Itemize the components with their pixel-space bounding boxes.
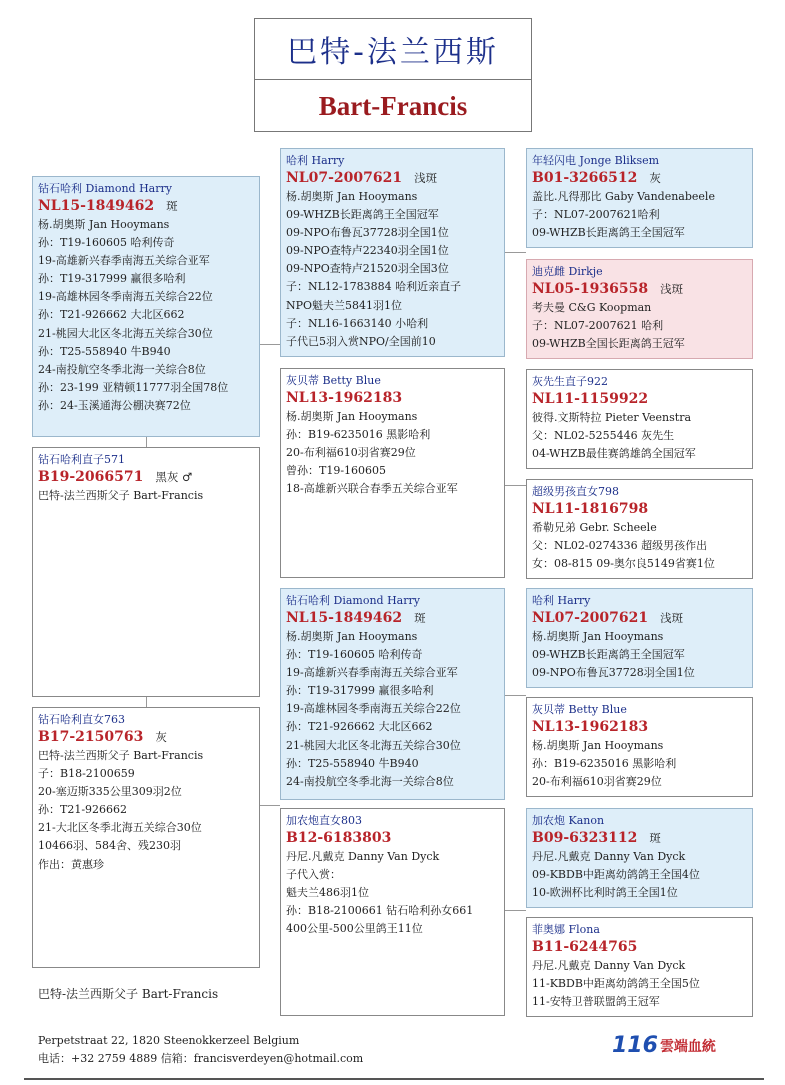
ring-number: B01-3266512 xyxy=(532,170,638,186)
pigeon-color: 斑 xyxy=(414,611,426,625)
info-line: 19-高雄林园冬季南海五关综合22位 xyxy=(38,290,213,304)
logo-text: 雲端血統 xyxy=(659,1039,716,1055)
info-line: 09-WHZB长距离鸽王全国冠军 xyxy=(286,208,439,222)
title-box xyxy=(254,18,532,132)
dam-card[interactable] xyxy=(32,707,260,968)
pigeon-color: 灰 xyxy=(649,171,661,185)
info-line: 09-WHZB长距离鸽王全国冠军 xyxy=(532,648,685,662)
info-line: 10-欧洲杯比利时鸽王全国1位 xyxy=(532,886,678,900)
ring-number: B11-6244765 xyxy=(532,939,638,955)
info-line: 子代入赏： xyxy=(286,868,341,882)
pigeon-color: 浅斑 xyxy=(414,171,438,185)
dam-dam-dam-card[interactable] xyxy=(526,917,753,1017)
info-line: 杨.胡奥斯 Jan Hooymans xyxy=(38,218,170,231)
info-line: 24-南投航空冬季北海一关综合8位 xyxy=(38,362,206,376)
info-line: 子：NL16-1663140 小哈利 xyxy=(286,316,429,330)
info-line: 21-桃园大北区冬北海五关综合30位 xyxy=(286,738,461,752)
pigeon-name: 钻石哈利直子571 xyxy=(38,453,125,466)
info-line: 女：08-815 09-奥尔良5149省赛1位 xyxy=(532,557,715,571)
info-line: 希勒兄弟 Gebr. Scheele xyxy=(532,521,657,534)
dam-sire-sire-card[interactable] xyxy=(526,588,753,688)
info-line: 孙：B18-2100661 钻石哈利孙女661 xyxy=(286,904,474,918)
dam-sire-card[interactable] xyxy=(280,588,505,800)
ring-number: NL11-1159922 xyxy=(532,391,649,407)
connector-line xyxy=(146,436,147,447)
info-line: 19-高雄新兴春季南海五关综合亚军 xyxy=(286,666,458,680)
ring-number: NL07-2007621 xyxy=(286,170,403,186)
info-line: 巴特-法兰西斯父子 Bart-Francis xyxy=(38,749,204,762)
connector-line xyxy=(259,344,280,345)
owner-address: Perpetstraat 22, 1820 Steenokkerzeel Belgium xyxy=(38,1034,300,1047)
pigeon-name: 灰贝蒂 Betty Blue xyxy=(532,703,627,716)
sire-sire-sire-card[interactable] xyxy=(526,148,753,248)
info-line: 彼得.文斯特拉 Pieter Veenstra xyxy=(532,411,692,424)
info-line: 盖比.凡得那比 Gaby Vandenabeele xyxy=(532,190,715,203)
info-line: NPO魁夫兰5841羽1位 xyxy=(286,298,403,312)
connector-line xyxy=(259,805,280,806)
connector-line xyxy=(505,695,526,696)
bottom-divider xyxy=(24,1078,764,1080)
info-line: 杨.胡奥斯 Jan Hooymans xyxy=(286,410,418,423)
info-line: 11-安特卫普联盟鸽王冠军 xyxy=(532,995,660,1009)
info-line: 子：NL12-1783884 哈利近亲直子 xyxy=(286,280,462,294)
info-line: 孙：T21-926662 大北区662 xyxy=(38,308,185,322)
ring-number: B19-2066571 xyxy=(38,469,144,485)
connector-line xyxy=(505,910,526,911)
info-line: 孙：24-玉溪通海公棚决赛72位 xyxy=(38,398,191,412)
info-line: 杨.胡奥斯 Jan Hooymans xyxy=(532,630,664,643)
info-line: 21-大北区冬季北海五关综合30位 xyxy=(38,821,202,835)
info-line: 父：NL02-5255446 灰先生 xyxy=(532,429,675,443)
info-line: 09-WHZB长距离鸽王全国冠军 xyxy=(532,226,685,240)
info-line: 丹尼.凡戴克 Danny Van Dyck xyxy=(532,850,686,863)
pigeon-name: 钻石哈利直女763 xyxy=(38,713,125,726)
sire-card[interactable] xyxy=(32,176,260,437)
info-line: 孙：T19-317999 赢很多哈利 xyxy=(38,272,186,286)
pigeon-name: 灰先生直子922 xyxy=(532,375,608,388)
ring-number: NL13-1962183 xyxy=(286,390,403,406)
info-line: 09-WHZB全国长距离鸽王冠军 xyxy=(532,337,685,351)
info-line: 20-布利福610羽省赛29位 xyxy=(286,446,416,460)
info-line: 09-NPO布鲁瓦37728羽全国1位 xyxy=(286,226,449,240)
owner-contact: 电话：+32 2759 4889 信箱：francisverdeyen@hotmail.com xyxy=(38,1052,364,1065)
pigeon-color: 黑灰 ♂ xyxy=(155,470,193,484)
ring-number: B12-6183803 xyxy=(286,830,392,846)
sire-sire-card[interactable] xyxy=(280,148,505,357)
info-line: 24-南投航空冬季北海一关综合8位 xyxy=(286,774,454,788)
info-line: 魁夫兰486羽1位 xyxy=(286,886,369,900)
pigeon-name: 哈利 Harry xyxy=(532,594,591,607)
info-line: 孙：T19-160605 哈利传奇 xyxy=(286,648,423,662)
ring-number: NL15-1849462 xyxy=(286,610,403,626)
connector-line xyxy=(505,252,526,253)
info-line: 杨.胡奥斯 Jan Hooymans xyxy=(286,190,418,203)
info-line: 巴特-法兰西斯父子 Bart-Francis xyxy=(38,489,204,502)
brand-logo xyxy=(612,1030,716,1058)
info-line: 11-KBDB中距离幼鸽鸽王全国5位 xyxy=(532,977,700,991)
dam-dam-sire-card[interactable] xyxy=(526,808,753,908)
dam-dam-card[interactable] xyxy=(280,808,505,1016)
pigeon-color: 浅斑 xyxy=(660,611,684,625)
pigeon-color: 斑 xyxy=(166,199,178,213)
info-line: 作出：黄惠珍 xyxy=(38,857,104,871)
sire-dam-sire-card[interactable] xyxy=(526,369,753,469)
info-line: 19-高雄林园冬季南海五关综合22位 xyxy=(286,702,461,716)
info-line: 21-桃园大北区冬北海五关综合30位 xyxy=(38,326,213,340)
ring-number: NL11-1816798 xyxy=(532,501,649,517)
pigeon-name: 灰贝蒂 Betty Blue xyxy=(286,374,381,387)
pigeon-name: 哈利 Harry xyxy=(286,154,345,167)
info-line: 孙：23-199 亚精顿11777羽全国78位 xyxy=(38,380,229,394)
info-line: 丹尼.凡戴克 Danny Van Dyck xyxy=(286,850,440,863)
pigeon-color: 灰 xyxy=(155,730,167,744)
info-line: 04-WHZB最佳赛鸽雄鸽全国冠军 xyxy=(532,447,696,461)
info-line: 杨.胡奥斯 Jan Hooymans xyxy=(286,630,418,643)
info-line: 孙：T19-317999 赢很多哈利 xyxy=(286,684,434,698)
owner-name: 巴特-法兰西斯父子 Bart-Francis xyxy=(38,987,219,1001)
info-line: 孙：T25-558940 牛B940 xyxy=(286,756,419,770)
pigeon-color: 浅斑 xyxy=(660,282,684,296)
info-line: 09-KBDB中距离幼鸽鸽王全国4位 xyxy=(532,868,700,882)
pigeon-name: 菲奥娜 Flona xyxy=(532,923,600,936)
info-line: 父：NL02-0274336 超级男孩作出 xyxy=(532,539,708,553)
pigeon-name: 加农炮 Kanon xyxy=(532,814,605,827)
info-line: 曾孙：T19-160605 xyxy=(286,464,387,478)
owner-contact-block xyxy=(38,1032,363,1068)
ring-number: B09-6323112 xyxy=(532,830,638,846)
pigeon-name: 钻石哈利 Diamond Harry xyxy=(286,594,420,607)
info-line: 孙：B19-6235016 黑影哈利 xyxy=(286,428,431,442)
sire-dam-dam-card[interactable] xyxy=(526,479,753,579)
connector-line xyxy=(146,696,147,707)
ring-number: NL05-1936558 xyxy=(532,281,649,297)
pigeon-name: 迪克雌 Dirkje xyxy=(532,265,603,278)
dam-sire-dam-card[interactable] xyxy=(526,697,753,797)
info-line: 18-高雄新兴联合春季五关综合亚军 xyxy=(286,482,458,496)
pigeon-name: 加农炮直女803 xyxy=(286,814,362,827)
subject-card[interactable] xyxy=(32,447,260,697)
info-line: 丹尼.凡戴克 Danny Van Dyck xyxy=(532,959,686,972)
info-line: 20-塞迈斯335公里309羽2位 xyxy=(38,785,182,799)
info-line: 孙：T25-558940 牛B940 xyxy=(38,344,171,358)
pigeon-color: 斑 xyxy=(649,831,661,845)
info-line: 子：B18-2100659 xyxy=(38,767,135,781)
info-line: 孙：T19-160605 哈利传奇 xyxy=(38,236,175,250)
info-line: 考夫曼 C&G Koopman xyxy=(532,301,652,314)
sire-dam-card[interactable] xyxy=(280,368,505,578)
info-line: 子代已5羽入赏NPO/全国前10 xyxy=(286,334,436,348)
info-line: 孙：T21-926662 xyxy=(38,803,128,817)
info-line: 19-高雄新兴春季南海五关综合亚军 xyxy=(38,254,210,268)
info-line: 10466羽、584舍、残230羽 xyxy=(38,839,181,853)
info-line: 400公里-500公里鸽王11位 xyxy=(286,922,423,936)
ring-number: B17-2150763 xyxy=(38,729,144,745)
info-line: 09-NPO布鲁瓦37728羽全国1位 xyxy=(532,666,695,680)
info-line: 子：NL07-2007621 哈利 xyxy=(532,319,664,333)
ring-number: NL07-2007621 xyxy=(532,610,649,626)
title-chinese: 巴特-法兰西斯 xyxy=(255,19,531,80)
logo-number: 116 xyxy=(612,1033,658,1058)
pigeon-name: 超级男孩直女798 xyxy=(532,485,619,498)
ring-number: NL15-1849462 xyxy=(38,198,155,214)
info-line: 09-NPO查特卢21520羽全国3位 xyxy=(286,262,449,276)
info-line: 子：NL07-2007621哈利 xyxy=(532,208,660,222)
info-line: 孙：B19-6235016 黑影哈利 xyxy=(532,757,677,771)
title-english: Bart-Francis xyxy=(318,91,468,121)
info-line: 孙：T21-926662 大北区662 xyxy=(286,720,433,734)
ring-number: NL13-1962183 xyxy=(532,719,649,735)
pigeon-name: 年轻闪电 Jonge Bliksem xyxy=(532,154,660,167)
sire-sire-dam-card[interactable] xyxy=(526,259,753,359)
info-line: 09-NPO查特卢22340羽全国1位 xyxy=(286,244,449,258)
pigeon-name: 钻石哈利 Diamond Harry xyxy=(38,182,172,195)
connector-line xyxy=(505,485,526,486)
info-line: 杨.胡奥斯 Jan Hooymans xyxy=(532,739,664,752)
info-line: 20-布利福610羽省赛29位 xyxy=(532,775,662,789)
